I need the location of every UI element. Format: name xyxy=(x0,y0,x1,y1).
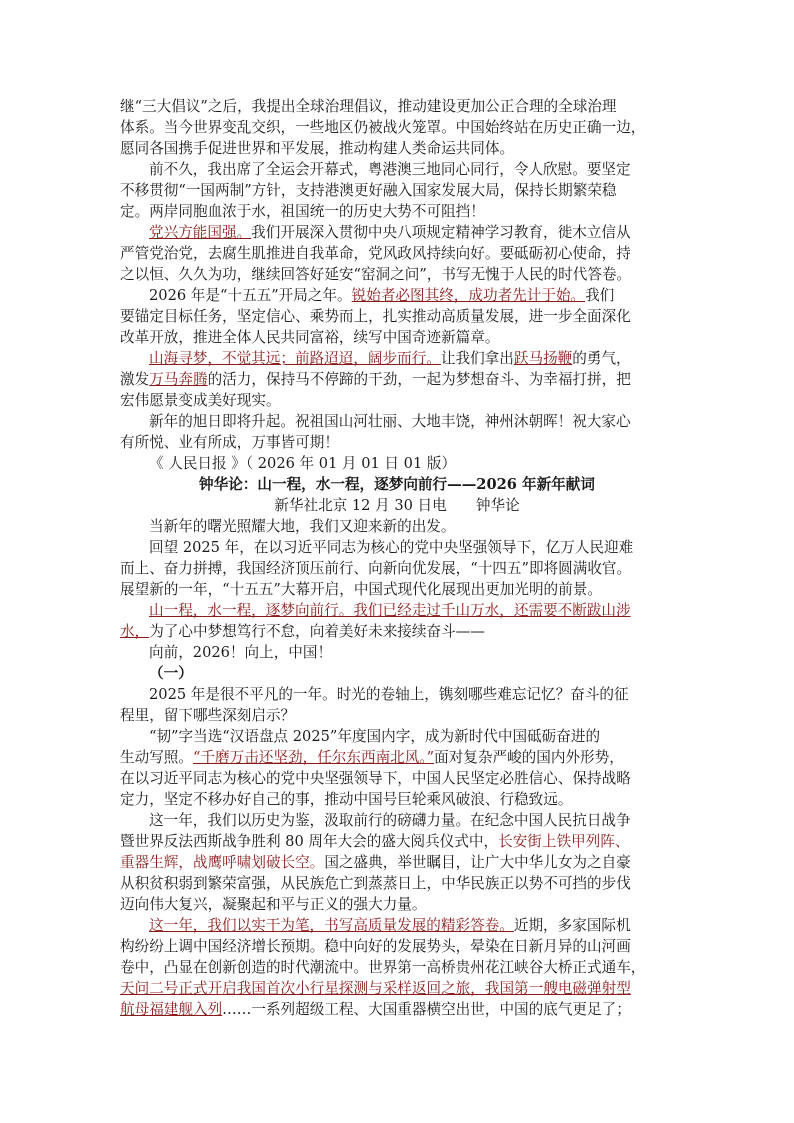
text-line: 宏伟愿景变成美好现实。 xyxy=(120,392,281,409)
article-title: 钟华论：山一程，水一程，逐梦向前行——2026 年新年献词 xyxy=(199,476,595,493)
text-run: 的勇气， xyxy=(572,350,631,367)
highlight-phrase: 天问二号正式开启我国首次小行星探测与采样返回之旅，我国第一艘电磁弹射型 xyxy=(120,980,631,997)
text-line: 从积贫积弱到繁荣富强，从民族危亡到蒸蒸日上，中华民族正以势不可挡的步伐 xyxy=(120,875,631,892)
text-run: 国之盛典，举世瞩目，让广大中华儿女为之自豪 xyxy=(324,854,631,871)
text-line: 而上、奋力拼搏，我国经济顶压前行、向新向优发展，“十四五”即将圆满收官。 xyxy=(120,560,632,577)
highlight-phrase: “千磨万击还坚劲，任尔东西南北风。” xyxy=(192,749,435,766)
highlight-phrase: 锐始者必图其终，成功者先计于始。 xyxy=(351,287,586,304)
highlight-phrase: 这一年，我们以实干为笔，书写高质量发展的精彩答卷。 xyxy=(149,917,514,934)
text-line: 不移贯彻“一国两制”方针，支持港澳更好融入国家发展大局，保持长期繁荣稳 xyxy=(120,182,617,199)
text-run: 我们开展深入贯彻中央八项规定精神学习教育，徙木立信从 xyxy=(251,224,631,241)
text-line: 2025 年是很不平凡的一年。时光的卷轴上，镌刻哪些难忘记忆？奋斗的征 xyxy=(149,686,629,703)
text-line: 有所悦、业有所成，万事皆可期！ xyxy=(120,434,339,451)
text-line: 愿同各国携手促进世界和平发展，推动构建人类命运共同体。 xyxy=(120,140,515,157)
text-line: 体系。当今世界变乱交织，一些地区仍被战火笼罩。中国始终站在历史正确一边， xyxy=(120,119,646,136)
text-run: 为了心中梦想笃行不怠，向着美好未来接续奋斗—— xyxy=(149,623,485,640)
text-line: 这一年，我们以历史为鉴，汲取前行的磅礴力量。在纪念中国人民抗日战争 xyxy=(149,812,631,829)
highlight-phrase: 山海寻梦，不觉其远；前路迢迢，阔步而行。 xyxy=(149,350,441,367)
text-line: “韧”字当选“汉语盘点 2025”年度国内字，成为新时代中国砥砺奋进的 xyxy=(149,728,601,745)
text-line xyxy=(149,600,631,621)
text-line: 新年的旭日即将升起。祝祖国山河壮丽、大地丰饶，神州沐朝晖！祝大家心 xyxy=(149,413,631,430)
text-line xyxy=(120,978,631,999)
text-line xyxy=(149,348,631,369)
text-line: 迈向伟大复兴，凝聚起和平与正义的强大力量。 xyxy=(120,896,427,913)
text-line: 严管党治党，去腐生肌推进自我革命，党风政风持续向好。要砥砺初心使命，持 xyxy=(120,245,631,262)
source-line: 《 人民日报 》（ 2026 年 01 月 01 日 01 版） xyxy=(149,455,457,472)
text-line: 程里，留下哪些深刻启示？ xyxy=(120,707,296,724)
highlight-phrase: 党兴方能国强。 xyxy=(149,224,252,241)
text-line xyxy=(149,915,631,936)
text-line xyxy=(120,852,631,873)
text-line xyxy=(149,222,631,243)
text-run: ……一系列超级工程、大国重器横空出世，中国的底气更足了； xyxy=(222,1001,631,1018)
text-run: 近期，多家国际机 xyxy=(513,917,631,934)
text-line: 改革开放，推进全体人民共同富裕，续写中国奇迹新篇章。 xyxy=(120,329,500,346)
text-run: 激发 xyxy=(120,371,150,388)
text-line: 继“三大倡议”之后，我提出全球治理倡议，推动建设更加公正合理的全球治理 xyxy=(120,98,617,115)
text-run: 的活力，保持马不停蹄的干劲，一起为梦想奋斗、为幸福打拼，把 xyxy=(207,371,631,388)
highlight-phrase: 水， xyxy=(120,623,150,640)
text-line: 前不久，我出席了全运会开幕式，粤港澳三地同心同行，令人欣慰。要坚定 xyxy=(149,161,631,178)
text-line xyxy=(120,369,631,390)
text-line: 定力，坚定不移办好自己的事，推动中国号巨轮乘风破浪、行稳致远。 xyxy=(120,791,573,808)
highlight-phrase: 长安街上铁甲列阵、 xyxy=(498,833,630,850)
highlight-phrase: 重器生辉，战鹰呼啸划破长空。 xyxy=(120,854,325,871)
text-line: 在以习近平同志为核心的党中央坚强领导下，中国人民坚定必胜信心、保持战略 xyxy=(120,770,631,787)
highlight-phrase: 跃马扬鞭 xyxy=(513,350,573,367)
text-line: 展望新的一年，“十五五”大幕开启，中国式现代化展现出更加光明的前景。 xyxy=(120,581,602,598)
highlight-phrase: 航母福建舰入列 xyxy=(120,1001,223,1018)
text-line: 向前，2026！向上，中国！ xyxy=(149,644,333,661)
text-line: 卷中，凸显在创新创造的时代潮流中。世界第一高桥贵州花江峡谷大桥正式通车， xyxy=(120,959,646,976)
text-run: 让我们拿出 xyxy=(440,350,514,367)
text-run: 生动写照。 xyxy=(120,749,193,766)
text-run: 暨世界反法西斯战争胜利 80 周年大会的盛大阅兵仪式中， xyxy=(120,833,499,850)
text-line: 要锚定目标任务，坚定信心、乘势而上，扎实推动高质量发展，进一步全面深化 xyxy=(120,308,631,325)
text-line: 回望 2025 年，在以习近平同志为核心的党中央坚强领导下，亿万人民迎难 xyxy=(149,539,634,556)
byline: 新华社北京 12 月 30 日电 钟华论 xyxy=(274,497,520,514)
section-heading: （一） xyxy=(149,665,193,682)
text-run: 我们 xyxy=(585,287,615,304)
text-line xyxy=(120,831,629,852)
text-line: 构纷纷上调中国经济增长预期。稳中向好的发展势头，晕染在日新月异的山河画 xyxy=(120,938,631,955)
text-run: 面对复杂严峻的国内外形势， xyxy=(434,749,624,766)
text-line: 当新年的曙光照耀大地，我们又迎来新的出发。 xyxy=(149,518,456,535)
text-line: 之以恒、久久为功，继续回答好延安“窑洞之问”，书写无愧于人民的时代答卷。 xyxy=(120,266,632,283)
highlight-phrase: 山一程，水一程，逐梦向前行。我们已经走过千山万水，还需要不断跋山涉 xyxy=(149,602,631,619)
text-line xyxy=(120,999,631,1020)
text-line: 定。两岸同胞血浓于水，祖国统一的历史大势不可阻挡！ xyxy=(120,203,485,220)
text-run: 2026 年是“十五五”开局之年。 xyxy=(149,287,352,304)
highlight-phrase: 万马奔腾 xyxy=(149,371,208,388)
text-line xyxy=(120,747,624,768)
text-line xyxy=(120,621,485,642)
text-line xyxy=(149,285,614,306)
